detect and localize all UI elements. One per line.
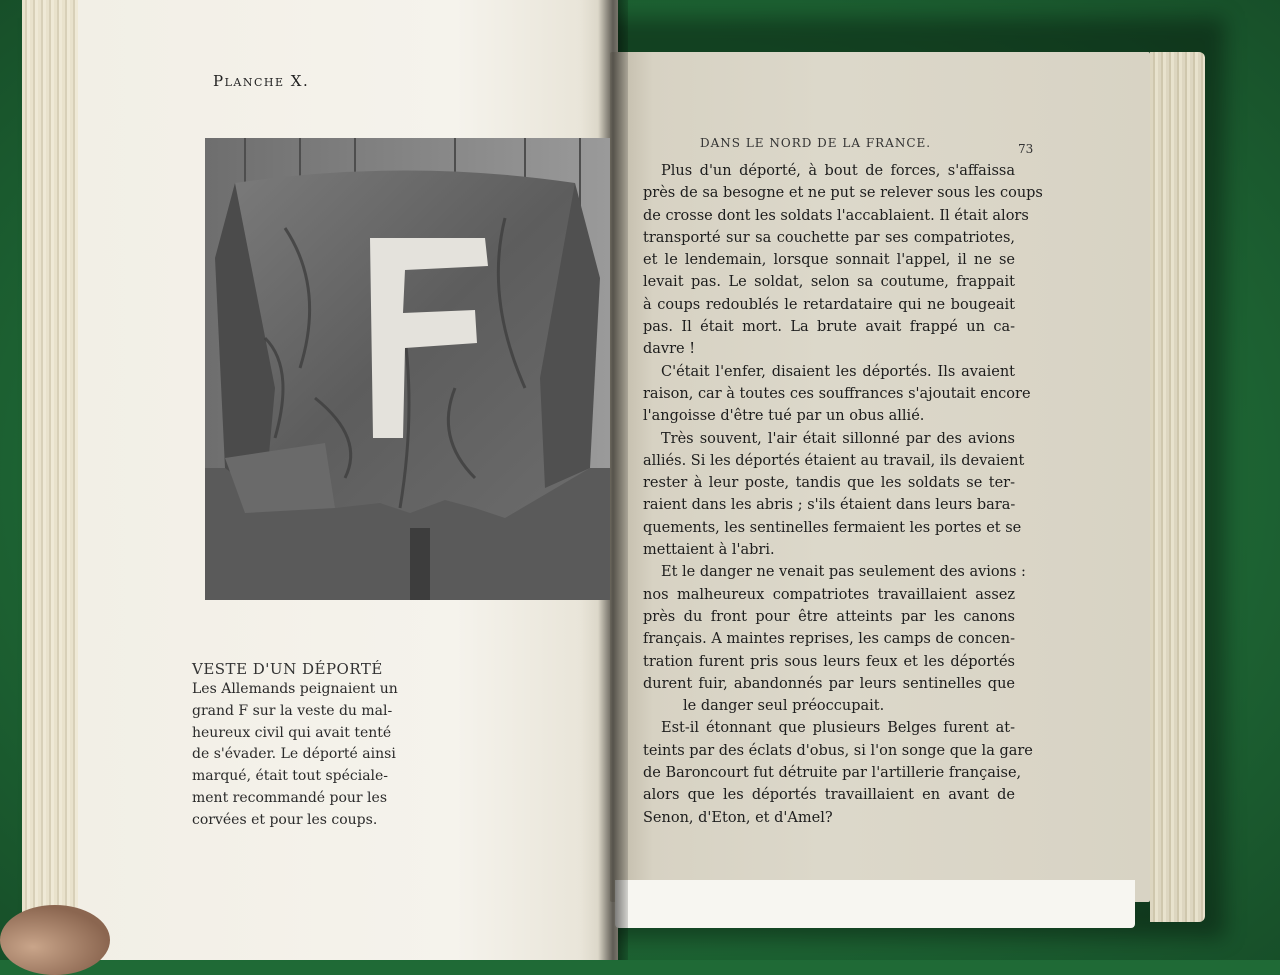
right-page-edges xyxy=(1150,52,1205,922)
text-line: Et le danger ne venait pas seulement des avions : xyxy=(661,564,1026,581)
text-line: raison, car à toutes ces souffrances s'ajoutait encore xyxy=(643,385,1031,402)
text-line: Senon, d'Eton, et d'Amel? xyxy=(643,809,833,826)
caption-text xyxy=(192,679,402,832)
caption-line: marqué, était tout spéciale- xyxy=(192,768,389,785)
text-line: pas. Il était mort. La brute avait frappé un ca- xyxy=(643,319,1015,336)
text-line: nos malheureux compatriotes travaillaient assez xyxy=(643,586,1015,603)
caption-line: heureux civil qui avait tenté xyxy=(192,724,392,741)
text-line: Très souvent, l'air était sillonné par des avions xyxy=(661,430,1015,447)
thumb xyxy=(0,905,110,975)
text-line: à coups redoublés le retardataire qui ne bougeait xyxy=(643,296,1015,313)
body-text xyxy=(643,160,1043,829)
page-number: 73 xyxy=(1018,142,1034,156)
text-line: Plus d'un déporté, à bout de forces, s'affaissa xyxy=(661,163,1015,179)
plate-title: Planche X. xyxy=(213,72,310,90)
text-line: transporté sur sa couchette par ses compatriotes, xyxy=(643,229,1015,246)
right-page-bottom-edge xyxy=(615,880,1135,928)
text-line: mettaient à l'abri. xyxy=(643,542,775,559)
text-line: teints par des éclats d'obus, si l'on songe que la gare xyxy=(643,742,1033,759)
running-head: DANS LE NORD DE LA FRANCE. xyxy=(700,136,932,150)
text-line: tration furent pris sous leurs feux et les déportés xyxy=(643,653,1015,670)
text-line: levait pas. Le soldat, selon sa coutume, frappait xyxy=(643,274,1015,291)
text-line: français. A maintes reprises, les camps de concen- xyxy=(643,631,1016,648)
text-line: C'était l'enfer, disaient les déportés. Ils avaient xyxy=(661,363,1015,380)
text-line: de crosse dont les soldats l'accablaient. Il était alors xyxy=(643,207,1029,224)
text-line: près de sa besogne et ne put se relever sous les coups xyxy=(643,185,1043,202)
jacket-photo xyxy=(205,138,610,600)
text-line: alors que les déportés travaillaient en avant de xyxy=(643,787,1015,804)
caption-line: ment recommandé pour les xyxy=(192,789,388,806)
text-line: près du front pour être atteints par les canons xyxy=(643,608,1015,625)
text-line: davre ! xyxy=(643,341,696,358)
caption-line: corvées et pour les coups. xyxy=(192,811,378,828)
text-line: durent fuir, abandonnés par leurs sentinelles que xyxy=(643,675,1015,692)
text-line: de Baroncourt fut détruite par l'artillerie française, xyxy=(643,765,1022,782)
text-line: rester à leur poste, tandis que les soldats se ter- xyxy=(643,475,1015,492)
text-line: quements, les sentinelles fermaient les portes et se xyxy=(643,519,1022,536)
text-line: l'angoisse d'être tué par un obus allié. xyxy=(643,408,925,425)
caption-line: Les Allemands peignaient un xyxy=(192,681,398,697)
caption-title: VESTE D'UN DÉPORTÉ xyxy=(192,660,383,678)
caption-line: de s'évader. Le déporté ainsi xyxy=(192,746,396,763)
caption-line: grand F sur la veste du mal- xyxy=(192,702,393,719)
text-line: le danger seul préoccupait. xyxy=(683,698,885,715)
text-line: Est-il étonnant que plusieurs Belges furent at- xyxy=(661,720,1015,737)
text-line: et le lendemain, lorsque sonnait l'appel, il ne se xyxy=(643,252,1015,269)
text-line: raient dans les abris ; s'ils étaient dans leurs bara- xyxy=(643,497,1016,514)
text-line: alliés. Si les déportés étaient au travail, ils devaient xyxy=(643,452,1025,469)
